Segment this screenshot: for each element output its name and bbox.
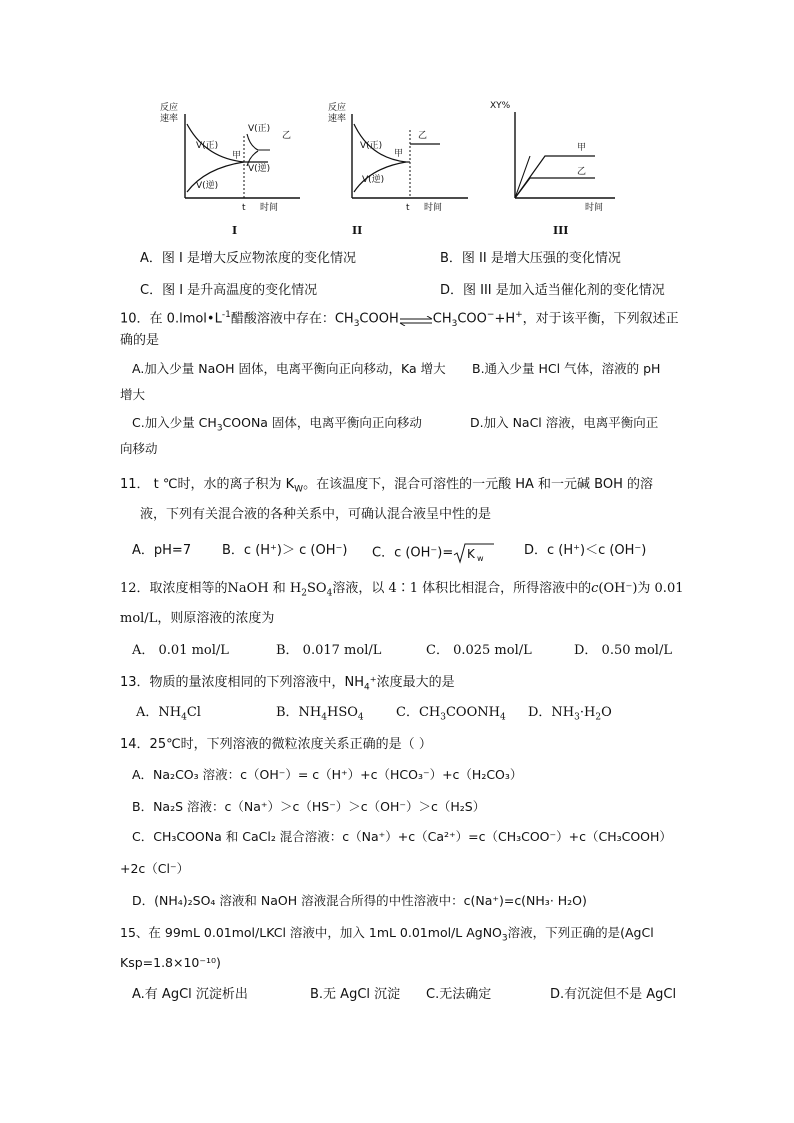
q10-stem-part3: COOH xyxy=(359,311,399,327)
figure-i-y-label-2: 速率 xyxy=(160,114,179,124)
figure-iii-jia: 甲 xyxy=(577,143,587,153)
q11-option-d: D．c (H⁺)＜c (OH⁻) xyxy=(524,543,647,558)
q13-option-c-b: COONH xyxy=(445,705,500,720)
q14-option-a: A．Na₂CO₃ 溶液：c（OH⁻）= c（H⁺）+c（HCO₃⁻）+c（H₂CO₃） xyxy=(132,767,523,782)
q12-stem: 12．取浓度相等的NaOH 和 $H_2SO_4$溶液，以 4∶1 体积比相混合，所得溶液中的c(OH⁻)为 0.01 xyxy=(120,581,684,599)
q11-stem-a: 11． t ℃时，水的离子积为 K xyxy=(120,477,295,492)
q10-stem-part2: 醋酸溶液中存在：CH xyxy=(230,311,354,327)
q9-option-c: C．图 I 是升高温度的变化情况 xyxy=(140,283,318,298)
q15-stem-line2: Ksp=1.8×10⁻¹⁰) xyxy=(120,955,221,970)
figure-iii-graph xyxy=(485,96,625,216)
q15-option-d: D.有沉淀但不是 AgCl xyxy=(550,987,677,1002)
q10-stem-part5: COO xyxy=(457,311,487,327)
q13-option-a-b: Cl xyxy=(186,705,201,720)
q12-option-b: B． 0.017 mol/L xyxy=(276,643,382,658)
figure-ii-t: t xyxy=(406,203,410,213)
q13-stem-b: ⁺浓度最大的是 xyxy=(369,675,455,690)
q15-option-b: B.无 AgCl 沉淀 xyxy=(310,987,401,1002)
q10-stem: 10．在 $0.lmol•L^{-1}$醋酸溶液中存在：$CH_3COOH$ $CH_3COO^-+H^+$，对于该平衡，下列叙述正 xyxy=(120,310,679,329)
q13-option-a: A．$NH_4Cl$ xyxy=(136,705,201,723)
q13-option-b-b: HSO xyxy=(327,705,358,720)
q10-stem-part1: 10．在 0.lmol•L xyxy=(120,311,222,327)
q11-stem xyxy=(120,476,653,499)
figure-iii-x-label: 时间 xyxy=(585,203,604,213)
figure-ii-v-forward: V(正) xyxy=(360,141,383,151)
figure-iii-rise-line xyxy=(515,156,530,198)
figure-i-v-forward: V(正) xyxy=(196,141,219,151)
q10-option-b-cont: 增大 xyxy=(120,387,146,402)
q13-option-d-b: ·H xyxy=(579,705,596,720)
figure-ii-y-label-1: 反应 xyxy=(328,103,347,113)
figure-ii-numeral: II xyxy=(352,224,363,237)
q13-option-b-text: B．NH xyxy=(276,705,322,720)
q10-stem-sup: -1 xyxy=(221,310,231,320)
figure-i-t: t xyxy=(242,203,246,213)
q15-stem: 15、在 99mL 0.01mol/LKCl 溶液中，加入 1mL 0.01mol/L AgNO$_3$溶液，下列正确的是(AgCl xyxy=(120,925,654,944)
q11-option-a: A．pH=7 xyxy=(132,543,192,558)
figure-i-jia: 甲 xyxy=(232,151,242,161)
figure-i-after-v-reverse: V(逆) xyxy=(248,164,271,174)
figure-iii-jia-line xyxy=(515,156,595,198)
figure-iii-yi: 乙 xyxy=(577,167,587,177)
q15-option-a: A.有 AgCl 沉淀析出 xyxy=(132,987,248,1002)
q15-stem-a: 15、在 99mL 0.01mol/LKCl 溶液中，加入 1mL 0.01mol/L AgNO xyxy=(120,925,502,940)
q9-option-d: D．图 III 是加入适当催化剂的变化情况 xyxy=(440,283,665,298)
q10-stem-part7: ，对于该平衡，下列叙述正 xyxy=(522,311,679,327)
q10-option-d: D.加入 NaCl 溶液，电离平衡向正 xyxy=(470,415,659,430)
figure-i xyxy=(150,96,310,236)
q12-stem-d: c xyxy=(591,581,599,596)
q10-option-c-mid: COONa 固体，电离平衡向正向移动 xyxy=(222,415,422,430)
q12-stem-b: SO xyxy=(307,581,327,596)
q12-option-c: C． 0.025 mol/L xyxy=(426,643,532,658)
q13-option-d: D．$NH_3\cdot H_2O$ xyxy=(528,705,612,723)
figure-iii-numeral: III xyxy=(553,224,569,237)
q12-stem-a: 12．取浓度相等的NaOH 和 H xyxy=(120,581,302,596)
q12-stem-e: (OH⁻)为 0.01 xyxy=(598,581,684,596)
figure-ii-jia: 甲 xyxy=(394,149,404,159)
q11-option-b: B．c (H⁺)＞ c (OH⁻) xyxy=(222,543,348,558)
q12-option-d: D． 0.50 mol/L xyxy=(574,643,672,658)
q13-stem-a: 13．物质的量浓度相同的下列溶液中，NH xyxy=(120,675,365,690)
q14-option-b: B．Na₂S 溶液：c（Na⁺）＞c（HS⁻）＞c（OH⁻）＞c（H₂S） xyxy=(132,799,486,814)
figure-iii-y-label: XY% xyxy=(490,101,511,111)
figure-ii-yi: 乙 xyxy=(418,131,428,141)
q10-stem-part6: +H xyxy=(494,311,516,327)
q13-stem: 13．物质的量浓度相同的下列溶液中，$NH_4^+$浓度最大的是 xyxy=(120,675,455,693)
figure-i-numeral: I xyxy=(232,224,238,237)
figure-row xyxy=(150,96,630,236)
sqrt-icon xyxy=(453,542,495,564)
figure-ii-v-reverse: V(逆) xyxy=(362,175,385,185)
figure-i-x-label: 时间 xyxy=(260,203,279,213)
q15-stem-b: 溶液，下列正确的是(AgCl xyxy=(507,925,654,940)
q11-option-c-root: K xyxy=(467,547,476,561)
figure-i-after-v-forward: V(正) xyxy=(248,124,271,134)
figure-i-graph xyxy=(150,96,310,216)
q14-option-c: C．CH₃COONa 和 CaCl₂ 混合溶液：c（Na⁺）+c（Ca²⁺）=c（CH₃COO⁻）+c（CH₃COOH） xyxy=(132,829,672,844)
q13-option-d-text: D．NH xyxy=(528,705,575,720)
figure-iii xyxy=(485,96,625,236)
q11-option-c xyxy=(372,542,495,564)
figure-i-y-label-1: 反应 xyxy=(160,103,179,113)
figure-ii xyxy=(320,96,480,236)
figure-ii-y-label-2: 速率 xyxy=(328,114,347,124)
figure-i-v-reverse: V(逆) xyxy=(196,181,219,191)
q11-stem-b: 。在该温度下，混合可溶性的一元酸 HA 和一元碱 BOH 的溶 xyxy=(303,477,653,492)
q10-option-c-pre: C.加入少量 CH xyxy=(132,415,217,430)
q11-stem-line2: 液，下列有关混合液的各种关系中，可确认混合液呈中性的是 xyxy=(140,507,492,522)
q10-stem-part4: CH xyxy=(432,311,452,327)
q14-option-d: D．(NH₄)₂SO₄ 溶液和 NaOH 溶液混合所得的中性溶液中：c(Na⁺)=c(NH₃· H₂O) xyxy=(132,893,587,908)
q9-option-b: B．图 II 是增大压强的变化情况 xyxy=(440,251,621,266)
q13-option-a-text: A．NH xyxy=(136,705,182,720)
figure-i-yi: 乙 xyxy=(282,131,292,141)
q10-option-d-cont: 向移动 xyxy=(120,441,158,456)
q9-option-a: A．图 I 是增大反应物浓度的变化情况 xyxy=(140,251,356,266)
q15-option-c: C.无法确定 xyxy=(426,987,492,1002)
q13-option-b: B．$NH_4HSO_4$ xyxy=(276,705,364,723)
equilibrium-arrow-icon xyxy=(399,314,433,324)
q11-option-c-text: C．c (OH⁻)= xyxy=(372,545,454,561)
figure-i-after-forward xyxy=(247,134,270,150)
q10-stem-line2: 确的是 xyxy=(120,333,160,348)
q11-stem-sub: W xyxy=(294,484,304,495)
q13-option-d-c: O xyxy=(601,705,612,720)
figure-ii-graph xyxy=(320,96,480,216)
q13-option-c: C．$CH_3COONH_4$ xyxy=(396,705,506,723)
q10-option-c: C.加入少量 $CH_3COONa$ 固体，电离平衡向正向移动 xyxy=(132,415,422,434)
q10-option-a: A.加入少量 NaOH 固体，电离平衡向正向移动，Ka 增大 xyxy=(132,361,446,376)
q13-option-c-text: C．CH xyxy=(396,705,441,720)
q10-option-b: B.通入少量 HCl 气体，溶液的 pH xyxy=(472,361,661,376)
q12-stem-line2: mol/L，则原溶液的浓度为 xyxy=(120,611,275,626)
q12-stem-c: 溶液，以 4∶1 体积比相混合，所得溶液中的 xyxy=(332,581,592,596)
q14-stem: 14．25℃时，下列溶液的微粒浓度关系正确的是（ ） xyxy=(120,737,432,752)
figure-ii-x-label: 时间 xyxy=(424,203,443,213)
q11-option-c-root-sub: w xyxy=(477,554,484,563)
q12-option-a: A． 0.01 mol/L xyxy=(132,643,229,658)
q14-option-c-cont: +2c（Cl⁻） xyxy=(120,861,190,876)
